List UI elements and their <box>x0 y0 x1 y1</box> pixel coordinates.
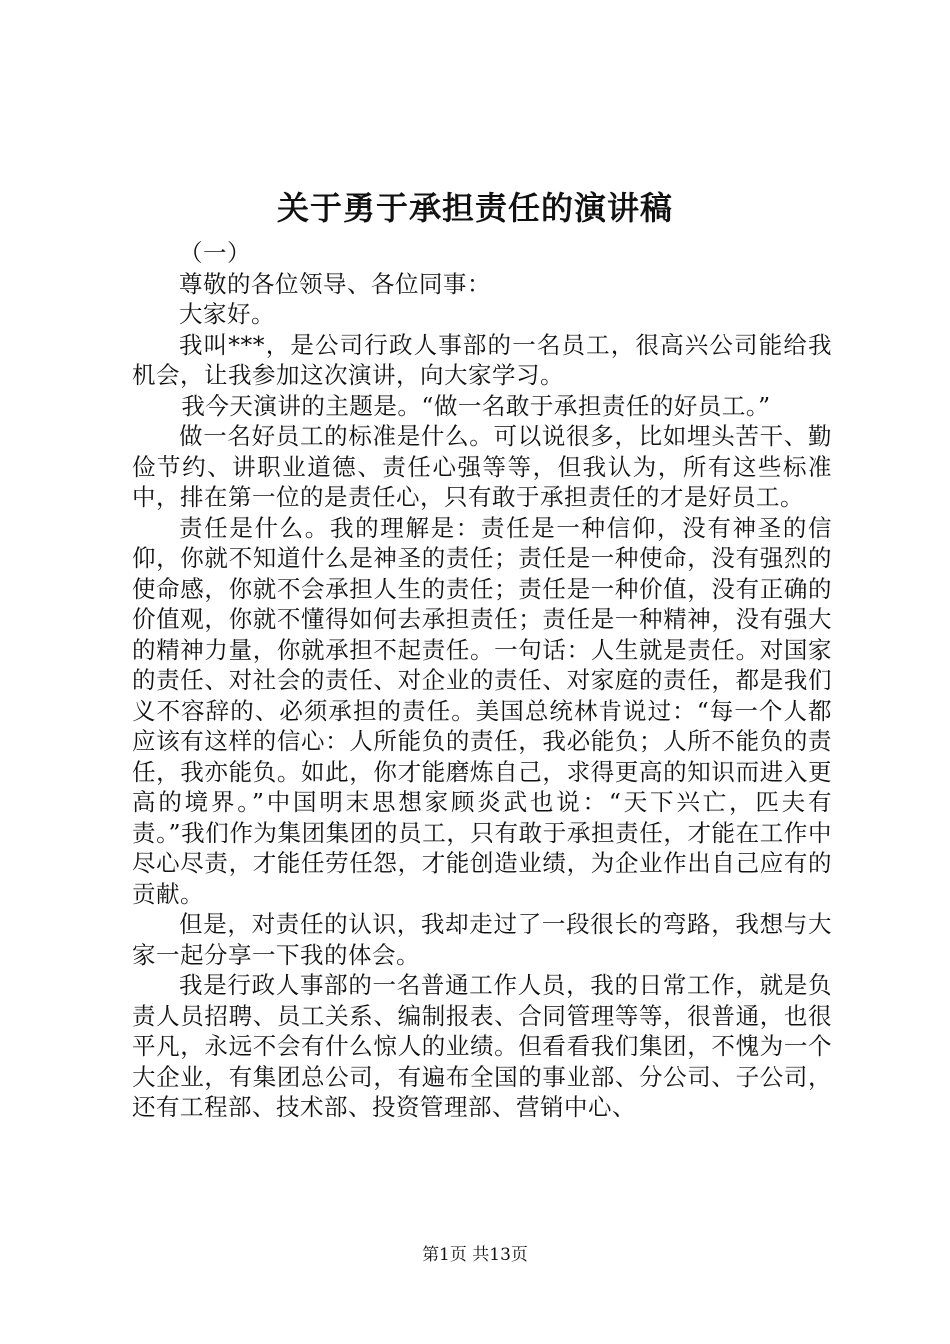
paragraph-what-is-responsibility: 责任是什么。我的理解是：责任是一种信仰，没有神圣的信仰，你就不知道什么是神圣的责任；责任是一种使命，没有强烈的使命感，你就不会承担人生的责任；责任是一种价值，没有正确的价值观，你就不懂得如何去承担责任；责任是一种精神，没有强大的精神力量，你就承担不起责任。一句话：人生就是责任。对国家的责任、对社会的责任、对企业的责任、对家庭的责任，都是我们义不容辞的、必须承担的责任。美国总统林肯说过：“每一个人都应该有这样的信心：人所能负的责任，我必能负；人所不能负的责任，我亦能负。如此，你才能磨炼自己，求得更高的知识而进入更高的境界。”中国明末思想家顾炎武也说：“天下兴亡，匹夫有责。”我们作为集团集团的员工，只有敢于承担责任，才能在工作中尽心尽责，才能任劳任怨，才能创造业绩，为企业作出自己应有的贡献。 <box>132 513 832 908</box>
paragraph-good-employee-standard: 做一名好员工的标准是什么。可以说很多，比如埋头苦干、勤俭节约、讲职业道德、责任心强等等，但我认为，所有这些标准中，排在第一位的是责任心，只有敢于承担责任的才是好员工。 <box>132 422 832 511</box>
paragraph-greeting: 大家好。 <box>179 300 275 328</box>
paragraph-section-number: （一） <box>179 239 251 267</box>
paragraph-detour: 但是，对责任的认识，我却走过了一段很长的弯路，我想与大家一起分享一下我的体会。 <box>132 910 832 969</box>
page-number-footer: 第1页 共13页 <box>422 1245 528 1265</box>
paragraph-salutation: 尊敬的各位领导、各位同事： <box>179 269 491 298</box>
document-body <box>132 238 832 1123</box>
paragraph-my-work: 我是行政人事部的一名普通工作人员，我的日常工作，就是负责人员招聘、员工关系、编制报表、合同管理等等，很普通，也很平凡，永远不会有什么惊人的业绩。但看看我们集团，不愧为一个大企业，有集团总公司，有遍布全国的事业部、分公司、子公司，还有工程部、技术部、投资管理部、营销中心、 <box>132 971 832 1121</box>
document-title: 关于勇于承担责任的演讲稿 <box>276 189 673 227</box>
paragraph-theme: 我今天演讲的主题是。“做一名敢于承担责任的好员工。” <box>181 391 771 420</box>
paragraph-self-introduction: 我叫***，是公司行政人事部的一名员工，很高兴公司能给我机会，让我参加这次演讲，向大家学习。 <box>132 330 832 389</box>
